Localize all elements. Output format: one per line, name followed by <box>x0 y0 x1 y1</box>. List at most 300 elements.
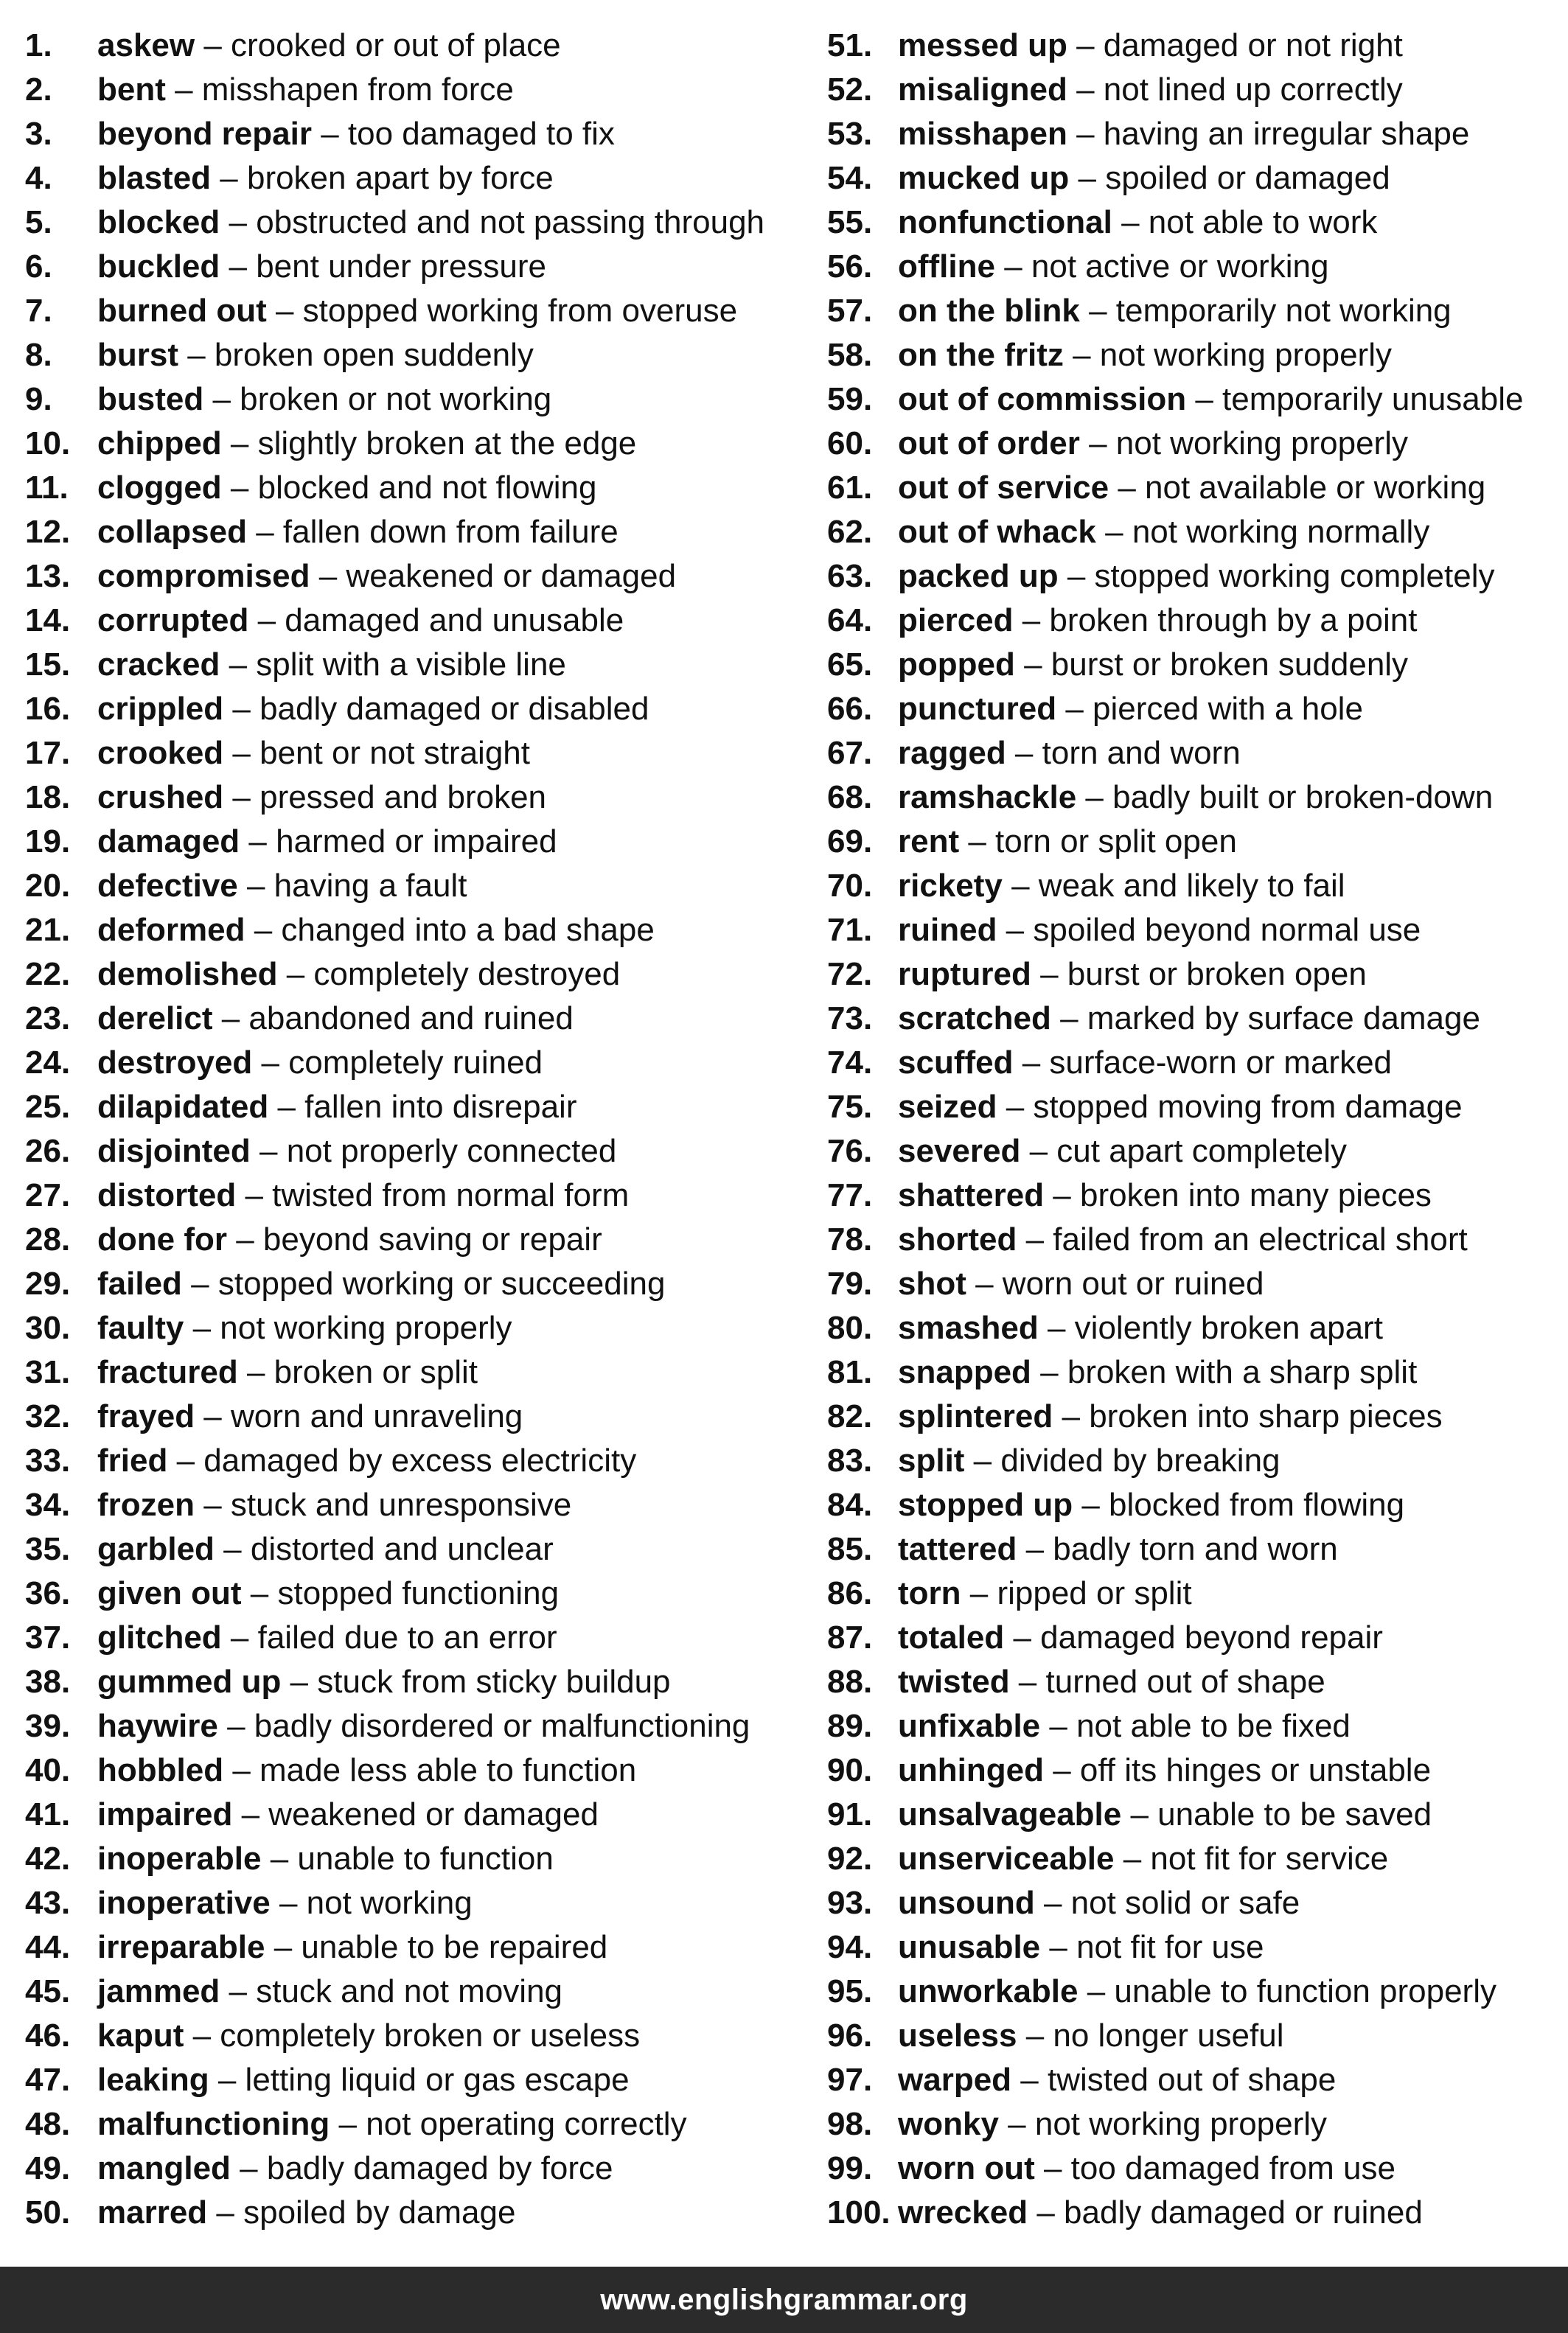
entry-content <box>97 1483 571 1527</box>
entry-number: 47. <box>25 2062 71 2098</box>
entry-number: 72. <box>827 956 873 992</box>
list-item <box>25 599 814 643</box>
entry-definition: – not working properly <box>1063 337 1392 373</box>
list-item <box>827 68 1564 112</box>
entry-content <box>97 1572 559 1616</box>
entry-number: 35. <box>25 1531 71 1567</box>
entry-number: 10. <box>25 425 71 461</box>
list-item <box>25 1262 814 1306</box>
entry-content <box>898 731 1241 775</box>
list-item <box>827 687 1564 731</box>
entry-term: kaput <box>97 2018 184 2054</box>
entry-term: bent <box>97 72 166 108</box>
entry-definition: – not fit for use <box>1040 1929 1264 1965</box>
entry-content <box>898 1793 1432 1837</box>
entry-content <box>898 1881 1300 1925</box>
entry-number: 84. <box>827 1487 873 1523</box>
entry-number: 66. <box>827 691 873 727</box>
entry-number: 91. <box>827 1796 873 1832</box>
entry-term: dilapidated <box>97 1089 269 1125</box>
entry-number: 16. <box>25 691 71 727</box>
list-item <box>827 1085 1564 1129</box>
entry-number: 31. <box>25 1354 71 1390</box>
entry-number: 55. <box>827 204 873 240</box>
entry-number: 57. <box>827 293 873 329</box>
entry-content <box>898 864 1345 908</box>
entry-term: unusable <box>898 1929 1041 1965</box>
entry-definition: – slightly broken at the edge <box>221 425 637 461</box>
entry-number: 75. <box>827 1089 873 1125</box>
entry-definition: – stopped working or succeeding <box>181 1266 666 1302</box>
entry-content <box>898 200 1377 245</box>
entry-term: done for <box>97 1221 227 1258</box>
entry-definition: – spoiled by damage <box>207 2194 516 2231</box>
entry-definition: – not properly connected <box>250 1133 617 1169</box>
entry-content <box>898 112 1469 156</box>
entry-number: 28. <box>25 1221 71 1258</box>
entry-number: 60. <box>827 425 873 461</box>
entry-definition: – turned out of shape <box>1009 1664 1325 1700</box>
entry-number: 18. <box>25 779 71 815</box>
entry-number: 85. <box>827 1531 873 1567</box>
entry-definition: – burst or broken suddenly <box>1014 646 1409 683</box>
entry-definition: – obstructed and not passing through <box>220 204 765 240</box>
entry-definition: – completely broken or useless <box>184 2018 641 2054</box>
entry-term: out of commission <box>898 381 1187 417</box>
entry-number: 25. <box>25 1089 71 1125</box>
entry-number: 76. <box>827 1133 873 1169</box>
entry-definition: – not able to be fixed <box>1040 1708 1351 1744</box>
entry-content <box>898 510 1429 554</box>
entry-definition: – damaged or not right <box>1067 27 1403 63</box>
entry-term: packed up <box>898 558 1059 594</box>
entry-term: rent <box>898 823 960 859</box>
entry-content <box>97 1704 750 1748</box>
entry-number: 63. <box>827 558 873 594</box>
entry-number: 100. <box>827 2194 891 2231</box>
entry-content <box>97 245 546 289</box>
entry-definition: – stopped working completely <box>1058 558 1495 594</box>
entry-number: 45. <box>25 1973 71 2009</box>
entry-content <box>898 908 1421 952</box>
footer-website-link[interactable]: www.englishgrammar.org <box>600 2283 968 2316</box>
entry-number: 73. <box>827 1000 873 1036</box>
entry-term: messed up <box>898 27 1067 63</box>
entry-content <box>97 1925 607 1970</box>
entry-term: on the blink <box>898 293 1080 329</box>
entry-number: 29. <box>25 1266 71 1302</box>
list-item <box>25 1748 814 1793</box>
list-item <box>827 554 1564 599</box>
entry-definition: – broken into sharp pieces <box>1053 1398 1443 1434</box>
entry-term: inoperable <box>97 1841 262 1877</box>
entry-term: malfunctioning <box>97 2106 330 2142</box>
list-item <box>827 908 1564 952</box>
list-item <box>25 24 814 68</box>
entry-term: severed <box>898 1133 1021 1169</box>
entry-term: unhinged <box>898 1752 1044 1788</box>
list-item <box>827 377 1564 422</box>
entry-number: 41. <box>25 1796 71 1832</box>
entry-term: collapsed <box>97 514 247 550</box>
entry-term: frozen <box>97 1487 195 1523</box>
entry-definition: – too damaged to fix <box>311 116 615 152</box>
entry-term: beyond repair <box>97 116 312 152</box>
entry-term: misshapen <box>898 116 1067 152</box>
entry-term: irreparable <box>97 1929 265 1965</box>
entry-definition: – pierced with a hole <box>1056 691 1363 727</box>
entry-number: 58. <box>827 337 873 373</box>
entry-content <box>898 2058 1336 2102</box>
entry-number: 74. <box>827 1045 873 1081</box>
list-item <box>25 1970 814 2014</box>
list-item <box>25 643 814 687</box>
entry-definition: – torn or split open <box>959 823 1237 859</box>
entry-number: 56. <box>827 248 873 285</box>
entry-definition: – blocked from flowing <box>1073 1487 1405 1523</box>
entry-content <box>97 908 655 952</box>
entry-definition: – not lined up correctly <box>1067 72 1403 108</box>
list-item <box>827 2191 1564 2235</box>
entry-term: unserviceable <box>898 1841 1115 1877</box>
entry-content <box>898 997 1480 1041</box>
entry-definition: – broken apart by force <box>211 160 554 196</box>
list-item <box>25 466 814 510</box>
entry-content <box>97 1660 671 1704</box>
entry-number: 89. <box>827 1708 873 1744</box>
list-item <box>827 1306 1564 1350</box>
entry-number: 80. <box>827 1310 873 1346</box>
entry-term: useless <box>898 2018 1017 2054</box>
entry-content <box>97 112 615 156</box>
entry-definition: – unable to function <box>261 1841 554 1877</box>
entry-term: frayed <box>97 1398 195 1434</box>
entry-content <box>898 1218 1468 1262</box>
entry-term: out of order <box>898 425 1080 461</box>
entry-definition: – surface-worn or marked <box>1013 1045 1393 1081</box>
entry-definition: – stopped functioning <box>241 1575 560 1611</box>
entry-number: 53. <box>827 116 873 152</box>
entry-number: 93. <box>827 1885 873 1921</box>
entry-content <box>97 2191 515 2235</box>
entry-definition: – spoiled or damaged <box>1069 160 1390 196</box>
list-item <box>25 1350 814 1395</box>
list-item <box>25 2191 814 2235</box>
entry-content <box>97 554 676 599</box>
entry-definition: – misshapen from force <box>165 72 514 108</box>
entry-term: distorted <box>97 1177 237 1213</box>
entry-content <box>97 775 546 820</box>
entry-definition: – bent or not straight <box>223 735 530 771</box>
entry-term: offline <box>898 248 995 285</box>
entry-number: 43. <box>25 1885 71 1921</box>
list-item <box>827 333 1564 377</box>
entry-content <box>898 1925 1264 1970</box>
list-item <box>25 1925 814 1970</box>
entry-number: 90. <box>827 1752 873 1788</box>
entry-content <box>898 2191 1423 2235</box>
entry-term: mucked up <box>898 160 1070 196</box>
list-item <box>827 1483 1564 1527</box>
entry-content <box>898 1350 1417 1395</box>
entry-content <box>898 1837 1388 1881</box>
entry-content <box>97 1837 554 1881</box>
entry-definition: – abandoned and ruined <box>212 1000 574 1036</box>
entry-content <box>97 687 649 731</box>
entry-term: askew <box>97 27 195 63</box>
entry-definition: – damaged and unusable <box>248 602 624 638</box>
word-list-right-column <box>827 24 1564 2235</box>
entry-content <box>898 1395 1443 1439</box>
footer-bar <box>0 2267 1568 2333</box>
entry-term: out of whack <box>898 514 1096 550</box>
entry-number: 27. <box>25 1177 71 1213</box>
entry-number: 17. <box>25 735 71 771</box>
entry-content <box>898 554 1495 599</box>
entry-definition: – broken open suddenly <box>178 337 534 373</box>
entry-term: deformed <box>97 912 245 948</box>
entry-number: 95. <box>827 1973 873 2009</box>
entry-number: 68. <box>827 779 873 815</box>
entry-number: 44. <box>25 1929 71 1965</box>
entry-definition: – bent under pressure <box>220 248 547 285</box>
entry-term: hobbled <box>97 1752 224 1788</box>
entry-term: burned out <box>97 293 267 329</box>
list-item <box>827 1837 1564 1881</box>
entry-number: 50. <box>25 2194 71 2231</box>
list-item <box>25 2147 814 2191</box>
entry-term: unfixable <box>898 1708 1041 1744</box>
entry-content <box>97 466 596 510</box>
list-item <box>827 1395 1564 1439</box>
list-item <box>827 775 1564 820</box>
entry-content <box>898 599 1417 643</box>
entry-definition: – no longer useful <box>1017 2018 1284 2054</box>
entry-number: 59. <box>827 381 873 417</box>
entry-content <box>97 1085 577 1129</box>
entry-definition: – broken or split <box>237 1354 478 1390</box>
entry-content <box>898 1306 1383 1350</box>
entry-term: out of service <box>898 470 1109 506</box>
entry-content <box>898 1970 1496 2014</box>
list-item <box>827 864 1564 908</box>
entry-definition: – made less able to function <box>223 1752 637 1788</box>
entry-number: 8. <box>25 337 52 373</box>
entry-number: 42. <box>25 1841 71 1877</box>
entry-content <box>898 775 1493 820</box>
entry-content <box>97 643 566 687</box>
list-item <box>827 24 1564 68</box>
entry-term: failed <box>97 1266 182 1302</box>
entry-term: scratched <box>898 1000 1051 1036</box>
entry-content <box>898 1572 1192 1616</box>
entry-definition: – ripped or split <box>961 1575 1192 1611</box>
entry-term: crushed <box>97 779 224 815</box>
entry-definition: – failed from an electrical short <box>1017 1221 1468 1258</box>
entry-definition: – having a fault <box>237 868 467 904</box>
list-item <box>827 422 1564 466</box>
entry-number: 86. <box>827 1575 873 1611</box>
entry-content <box>97 1262 665 1306</box>
entry-term: unsalvageable <box>898 1796 1122 1832</box>
entry-content <box>898 24 1403 68</box>
list-item <box>25 245 814 289</box>
list-item <box>25 1837 814 1881</box>
entry-definition: – harmed or impaired <box>240 823 557 859</box>
entry-term: clogged <box>97 470 222 506</box>
entry-definition: – badly damaged or disabled <box>223 691 649 727</box>
list-item <box>25 1174 814 1218</box>
entry-content <box>97 864 467 908</box>
entry-term: busted <box>97 381 204 417</box>
entry-number: 6. <box>25 248 52 285</box>
entry-term: garbled <box>97 1531 215 1567</box>
entry-term: compromised <box>97 558 310 594</box>
entry-definition: – not fit for service <box>1114 1841 1389 1877</box>
entry-content <box>898 952 1367 997</box>
entry-definition: – not available or working <box>1109 470 1486 506</box>
entry-number: 98. <box>827 2106 873 2142</box>
list-item <box>25 289 814 333</box>
entry-definition: – damaged beyond repair <box>1004 1619 1383 1656</box>
entry-number: 2. <box>25 72 52 108</box>
list-item <box>827 2147 1564 2191</box>
list-item <box>25 2102 814 2147</box>
entry-content <box>97 1616 557 1660</box>
list-item <box>827 643 1564 687</box>
entry-content <box>97 68 514 112</box>
entry-content <box>97 1748 636 1793</box>
list-item <box>25 1616 814 1660</box>
entry-term: punctured <box>898 691 1057 727</box>
entry-term: ruptured <box>898 956 1031 992</box>
entry-content <box>898 2147 1395 2191</box>
entry-number: 33. <box>25 1443 71 1479</box>
entry-number: 81. <box>827 1354 873 1390</box>
entry-number: 11. <box>25 470 69 506</box>
list-item <box>25 687 814 731</box>
entry-definition: – stopped working from overuse <box>266 293 738 329</box>
entry-content <box>898 1262 1264 1306</box>
entry-content <box>97 422 636 466</box>
list-item <box>827 1218 1564 1262</box>
list-item <box>827 510 1564 554</box>
list-item <box>827 1660 1564 1704</box>
entry-content <box>97 599 624 643</box>
entry-number: 24. <box>25 1045 71 1081</box>
entry-term: disjointed <box>97 1133 251 1169</box>
entry-term: seized <box>898 1089 997 1125</box>
list-item <box>827 731 1564 775</box>
list-item <box>25 422 814 466</box>
entry-term: snapped <box>898 1354 1031 1390</box>
list-item <box>827 599 1564 643</box>
entry-content <box>898 1616 1383 1660</box>
entry-number: 22. <box>25 956 71 992</box>
entry-term: misaligned <box>898 72 1067 108</box>
entry-definition: – stuck and unresponsive <box>195 1487 572 1523</box>
entry-definition: – torn and worn <box>1006 735 1241 771</box>
list-item <box>827 997 1564 1041</box>
entry-content <box>898 245 1328 289</box>
entry-content <box>898 1041 1392 1085</box>
entry-definition: – damaged by excess electricity <box>167 1443 637 1479</box>
entry-number: 88. <box>827 1664 873 1700</box>
entry-term: burst <box>97 337 178 373</box>
entry-definition: – stuck and not moving <box>220 1973 563 2009</box>
entry-term: marred <box>97 2194 208 2231</box>
entry-content <box>898 466 1485 510</box>
entry-content <box>898 333 1392 377</box>
entry-content <box>898 643 1408 687</box>
entry-definition: – split with a visible line <box>220 646 566 683</box>
entry-content <box>97 2058 630 2102</box>
entry-content <box>898 1439 1280 1483</box>
list-item <box>827 1793 1564 1837</box>
entry-term: derelict <box>97 1000 213 1036</box>
entry-definition: – twisted out of shape <box>1011 2062 1337 2098</box>
entry-number: 12. <box>25 514 71 550</box>
entry-definition: – having an irregular shape <box>1067 116 1470 152</box>
entry-term: destroyed <box>97 1045 253 1081</box>
entry-number: 69. <box>827 823 873 859</box>
entry-content <box>97 1306 512 1350</box>
entry-term: ramshackle <box>898 779 1077 815</box>
entry-content <box>97 377 551 422</box>
entry-term: given out <box>97 1575 242 1611</box>
list-item <box>827 1527 1564 1572</box>
entry-term: popped <box>898 646 1015 683</box>
entry-definition: – not able to work <box>1112 204 1378 240</box>
list-item <box>827 1129 1564 1174</box>
entry-definition: – pressed and broken <box>223 779 547 815</box>
entry-content <box>898 1483 1404 1527</box>
entry-number: 67. <box>827 735 873 771</box>
entry-definition: – crooked or out of place <box>195 27 561 63</box>
entry-content <box>898 156 1390 200</box>
entry-definition: – too damaged from use <box>1034 2150 1395 2186</box>
entry-definition: – unable to be saved <box>1121 1796 1432 1832</box>
list-item <box>827 1439 1564 1483</box>
entry-number: 30. <box>25 1310 71 1346</box>
list-item <box>25 997 814 1041</box>
list-item <box>25 510 814 554</box>
entry-number: 7. <box>25 293 52 329</box>
entry-definition: – weak and likely to fail <box>1002 868 1345 904</box>
entry-content <box>97 200 764 245</box>
entry-number: 32. <box>25 1398 71 1434</box>
entry-number: 97. <box>827 2062 873 2098</box>
list-item <box>827 1350 1564 1395</box>
entry-definition: – stuck from sticky buildup <box>281 1664 671 1700</box>
entry-content <box>97 1218 602 1262</box>
entry-definition: – worn out or ruined <box>966 1266 1264 1302</box>
list-item <box>25 1439 814 1483</box>
entry-content <box>898 1129 1347 1174</box>
entry-content <box>898 820 1237 864</box>
entry-content <box>97 731 530 775</box>
entry-term: corrupted <box>97 602 249 638</box>
entry-content <box>97 156 554 200</box>
list-item <box>25 1527 814 1572</box>
entry-term: crippled <box>97 691 224 727</box>
list-item <box>827 466 1564 510</box>
entry-content <box>898 68 1403 112</box>
entry-content <box>898 377 1523 422</box>
entry-definition: – spoiled beyond normal use <box>997 912 1421 948</box>
entry-number: 3. <box>25 116 52 152</box>
entry-term: shot <box>898 1266 966 1302</box>
